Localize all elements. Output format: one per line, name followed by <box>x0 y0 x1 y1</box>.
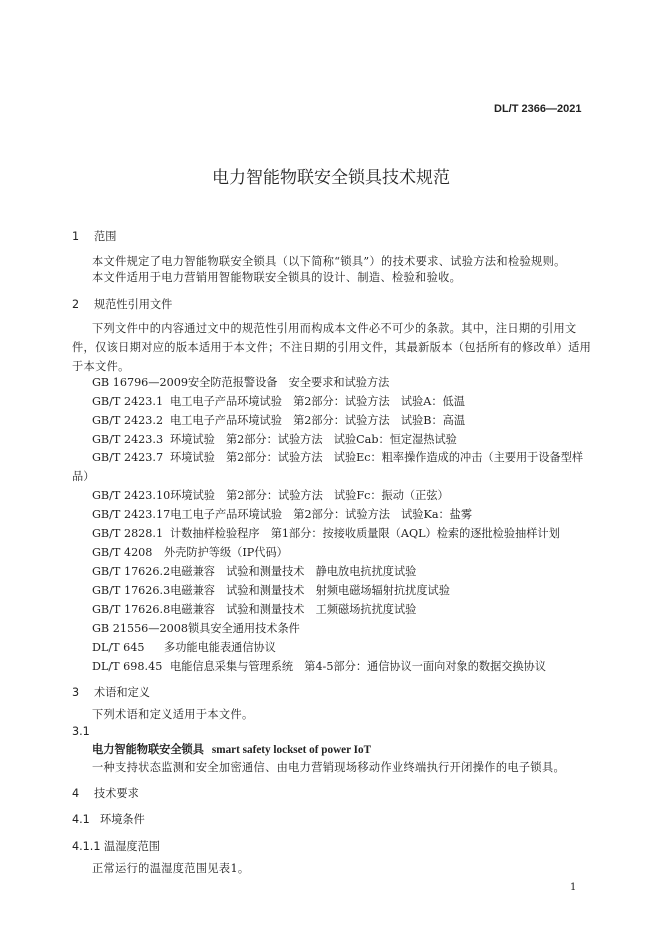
reference-title: 电能信息采集与管理系统 第4-5部分：通信协议一面向对象的数据交换协议 <box>170 660 547 673</box>
term-chinese: 电力智能物联安全锁具 <box>92 743 204 756</box>
reference-item <box>92 582 450 598</box>
section-number: 1 <box>72 230 80 243</box>
reference-item <box>92 601 416 617</box>
reference-title: 电工电子产品环境试验 第2部分：试验方法 试验A：低温 <box>170 395 465 408</box>
reference-code: GB/T 2423.2 <box>92 414 164 427</box>
standard-code: DL/T 2366—2021 <box>494 103 582 115</box>
reference-code: GB 21556—2008 <box>92 622 188 635</box>
section-title: 技术要求 <box>94 787 139 800</box>
paragraph: 下列文件中的内容通过文中的规范性引用而构成本文件必不可少的条款。其中，注日期的引用文件，仅该日期对应的版本适用于本文件；不注日期的引用文件，其最新版本（包括所有的修改单）适用于本文件。 <box>72 322 592 373</box>
reference-item <box>72 448 592 486</box>
term-title <box>92 741 371 757</box>
reference-code: GB/T 17626.8 <box>92 603 171 616</box>
reference-code: GB/T 2423.3 <box>92 433 164 446</box>
reference-title: 安全防范报警设备 安全要求和试验方法 <box>187 376 390 389</box>
subsection-title: 温湿度范围 <box>104 840 160 853</box>
term-number: 3.1 <box>72 725 90 738</box>
paragraph: 正常运行的温湿度范围见表1。 <box>92 862 250 875</box>
reference-title: 环境试验 第2部分：试验方法 试验Cab：恒定湿热试验 <box>170 433 457 446</box>
section-title: 规范性引用文件 <box>94 298 173 311</box>
reference-title: 电磁兼容 试验和测量技术 射频电磁场辐射抗扰度试验 <box>170 584 450 597</box>
reference-title: 锁具安全通用技术条件 <box>187 622 300 635</box>
reference-code: GB/T 2423.7 <box>92 451 164 464</box>
reference-code: GB/T 2423.1 <box>92 395 164 408</box>
paragraph: 下列术语和定义适用于本文件。 <box>92 708 254 721</box>
reference-title: 电磁兼容 试验和测量技术 工频磁场抗扰度试验 <box>170 603 417 616</box>
reference-item <box>92 431 457 447</box>
reference-item <box>92 639 276 655</box>
term-definition: 一种支持状态监测和安全加密通信、由电力营销现场移动作业终端执行开闭操作的电子锁具。 <box>92 761 566 774</box>
section-title: 范围 <box>94 230 117 243</box>
reference-code: GB 16796—2009 <box>92 376 188 389</box>
section-4-heading <box>72 785 139 801</box>
reference-code: GB/T 2423.17 <box>92 508 171 521</box>
reference-item <box>92 506 472 522</box>
page-number: 1 <box>570 882 577 893</box>
reference-item <box>92 525 560 541</box>
reference-code: GB/T 2828.1 <box>92 527 164 540</box>
reference-title: 电磁兼容 试验和测量技术 静电放电抗扰度试验 <box>170 565 417 578</box>
reference-title: 外壳防护等级（IP代码） <box>164 546 288 559</box>
reference-item <box>92 487 449 503</box>
paragraph: 本文件适用于电力营销用智能物联安全锁具的设计、制造、检验和验收。 <box>92 271 462 284</box>
reference-title: 计数抽样检验程序 第1部分：按接收质量限（AQL）检索的逐批检验抽样计划 <box>170 527 560 540</box>
reference-code: GB/T 4208 <box>92 546 153 559</box>
subsection-heading <box>72 811 145 827</box>
subsection-number: 4.1.1 <box>72 840 101 853</box>
section-2-heading <box>72 296 172 312</box>
section-number: 3 <box>72 686 80 699</box>
reference-title: 环境试验 第2部分：试验方法 试验Fc：振动（正弦） <box>170 489 449 502</box>
reference-item <box>92 620 300 636</box>
reference-code: DL/T 698.45 <box>92 660 163 673</box>
reference-item <box>92 544 288 560</box>
reference-code: GB/T 17626.2 <box>92 565 171 578</box>
reference-code: GB/T 17626.3 <box>92 584 171 597</box>
document-title: 电力智能物联安全锁具技术规范 <box>212 168 450 188</box>
section-3-heading <box>72 684 150 700</box>
reference-title: 环境试验 第2部分：试验方法 试验Ec：粗率操作造成的冲击（主要用于设备型样品） <box>72 451 584 483</box>
reference-title: 电工电子产品环境试验 第2部分：试验方法 试验B：高温 <box>170 414 466 427</box>
section-1-heading <box>72 228 116 244</box>
subsection-heading <box>72 838 160 854</box>
section-number: 2 <box>72 298 80 311</box>
reference-title: 多功能电能表通信协议 <box>164 641 276 654</box>
reference-item <box>92 563 416 579</box>
reference-code: DL/T 645 <box>92 641 145 654</box>
section-title: 术语和定义 <box>94 686 150 699</box>
subsection-title: 环境条件 <box>100 813 145 826</box>
reference-item <box>92 374 389 390</box>
term-english: smart safety lockset of power IoT <box>211 744 372 756</box>
reference-item <box>92 658 546 674</box>
reference-title: 电工电子产品环境试验 第2部分：试验方法 试验Ka：盐雾 <box>170 508 473 521</box>
subsection-number: 4.1 <box>72 813 90 826</box>
reference-code: GB/T 2423.10 <box>92 489 171 502</box>
section-number: 4 <box>72 787 80 800</box>
paragraph: 本文件规定了电力智能物联安全锁具（以下简称“锁具”）的技术要求、试验方法和检验规则。 <box>92 255 566 268</box>
reference-item <box>92 393 465 409</box>
reference-item <box>92 412 465 428</box>
